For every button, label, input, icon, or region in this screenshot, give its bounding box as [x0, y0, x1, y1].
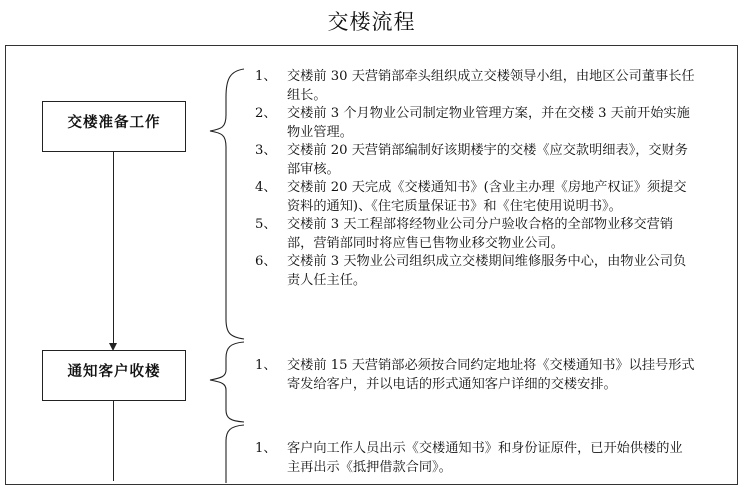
brace-icon — [208, 423, 248, 483]
list-item: 1、 交楼前 30 天营销部牵头组织成立交楼领导小组，由地区公司董事长任组长。 — [255, 69, 695, 103]
list-item: 3、 交楼前 20 天营销部编制好该期楼宇的交楼《应交款明细表》，交财务部审核。 — [255, 143, 688, 177]
list-item: 6、 交楼前 3 天物业公司组织成立交楼期间维修服务中心，由物业公司负责人任主任。 — [255, 254, 687, 288]
connector-line — [113, 152, 114, 346]
step-3-items — [255, 440, 695, 477]
list-item: 1、 交楼前 15 天营销部必须按合同约定地址将《交楼通知书》以挂号形式寄发给客户，并以电话的形式通知客户详细的交楼安排。 — [255, 358, 695, 392]
list-item: 4、 交楼前 20 天完成《交楼通知书》(含业主办理《房地产权证》须提交资料的通知)、《住宅质量保证书》和《住宅使用说明书》。 — [255, 180, 687, 214]
page-title: 交楼流程 — [327, 10, 416, 34]
list-item: 2、 交楼前 3 个月物业公司制定物业管理方案，并在交楼 3 天前开始实施物业管理。 — [255, 106, 690, 140]
list-item: 1、 客户向工作人员出示《交楼通知书》和身份证原件，已开始供楼的业主再出示《抵押借款合同》。 — [255, 441, 683, 475]
brace-icon — [208, 67, 248, 341]
brace-icon — [208, 340, 248, 424]
step-1-items — [255, 68, 695, 290]
step-2-items — [255, 357, 695, 394]
step-box-preparation: 交楼准备工作 — [42, 101, 186, 152]
connector-line — [113, 401, 114, 481]
list-item: 5、 交楼前 3 天工程部将经物业公司分户验收合格的全部物业移交营销部，营销部同时将应售已售物业移交物业公司。 — [255, 217, 674, 251]
step-box-notify-customer: 通知客户收楼 — [42, 350, 186, 401]
